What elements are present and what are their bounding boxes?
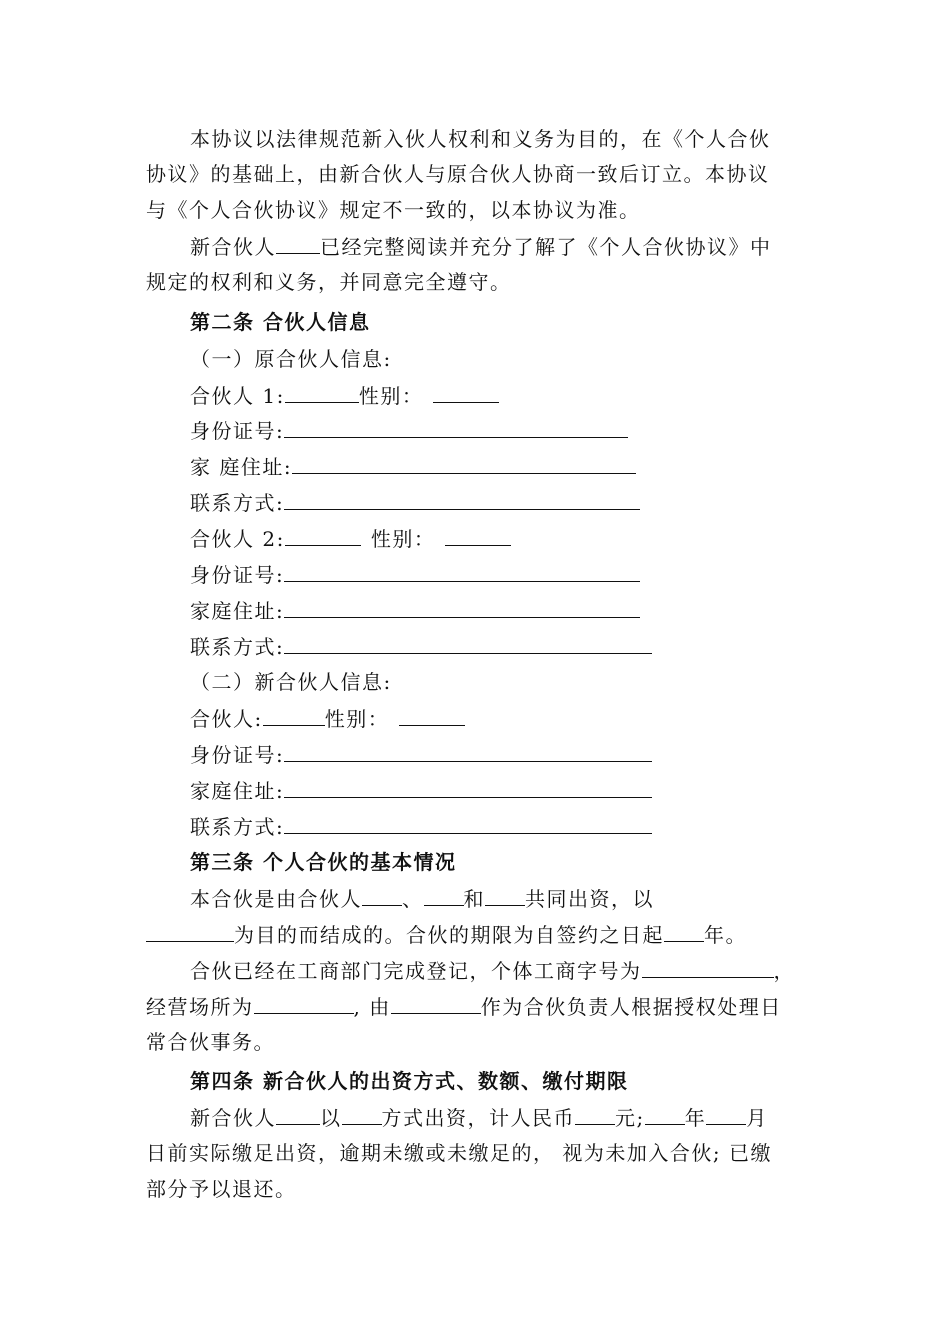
partner-1-row: [190, 382, 499, 409]
article-4-title-text: 第四条 新合伙人的出资方式、数额、缴付期限: [190, 1069, 629, 1093]
intro-text-3: 与《个人合伙协议》规定不一致的，以本协议为准。: [146, 198, 641, 222]
article-3-line-3: [190, 957, 795, 984]
new-partner-id-blank[interactable]: [284, 741, 652, 762]
partner-1-label: 合伙人 1:: [190, 384, 285, 408]
article-3-text-4c: 作为合伙负责人根据授权处理日: [480, 995, 782, 1019]
responsible-person-blank[interactable]: [391, 993, 481, 1014]
article-4-line-3: [146, 1176, 297, 1202]
article-3-line-4: [146, 993, 782, 1020]
article-2-title: [190, 309, 370, 335]
article-3-title-text: 第三条 个人合伙的基本情况: [190, 850, 457, 874]
original-partners-header-text: （一）原合伙人信息:: [190, 347, 392, 371]
article-3-text-5: 常合伙事务。: [146, 1030, 275, 1054]
partner-1-contact-row: [190, 489, 640, 516]
new-partner-gender-blank[interactable]: [399, 705, 465, 726]
partner-1-gender-label: 性别：: [358, 384, 424, 408]
purpose-blank[interactable]: [146, 921, 234, 942]
new-partner-label: 合伙人:: [190, 707, 263, 731]
article-4-text-1c: 方式出资，计人民币: [381, 1106, 575, 1130]
new-partner-blank[interactable]: [276, 1104, 320, 1125]
article-3-line-2: [146, 921, 747, 948]
article-3-title: [190, 849, 456, 875]
partner-1-address-label: 家 庭住址:: [190, 455, 293, 479]
partner-2-address-label: 家庭住址:: [190, 599, 285, 623]
intro-line-1: [190, 126, 771, 152]
new-partner-row: [190, 705, 465, 732]
article-3-text-2b: 年。: [704, 923, 747, 947]
business-location-blank[interactable]: [254, 993, 354, 1014]
article-4-title: [190, 1068, 628, 1094]
partner-1-name-blank[interactable]: [285, 382, 359, 403]
intro-line-5: [146, 269, 512, 295]
partner-c-blank[interactable]: [485, 885, 525, 906]
article-3-line-1: [190, 885, 654, 912]
partner-1-contact-label: 联系方式:: [190, 491, 285, 515]
article-4-line-1: [190, 1104, 768, 1131]
partner-1-id-blank[interactable]: [284, 417, 628, 438]
article-3-text-1b: 、: [402, 887, 424, 911]
article-4-text-1e: 年: [684, 1106, 707, 1130]
year-blank[interactable]: [645, 1104, 685, 1125]
new-partner-gender-label: 性别：: [324, 707, 390, 731]
new-partner-contact-label: 联系方式:: [190, 815, 285, 839]
partner-1-contact-blank[interactable]: [284, 489, 640, 510]
new-partner-id-row: [190, 741, 652, 768]
article-3-text-1c: 和: [463, 887, 485, 911]
new-partner-contact-blank[interactable]: [284, 813, 652, 834]
partner-2-label: 合伙人 2:: [190, 527, 285, 551]
partner-2-contact-blank[interactable]: [284, 633, 652, 654]
article-2-title-text: 第二条 合伙人信息: [190, 310, 371, 334]
partner-2-gender-blank[interactable]: [445, 525, 511, 546]
article-4-text-2: 日前实际缴足出资，逾期未缴或未缴足的， 视为未加入合伙; 已缴: [146, 1141, 772, 1165]
article-4-text-1a: 新合伙人: [190, 1106, 276, 1130]
partner-a-blank[interactable]: [362, 885, 402, 906]
article-3-text-3b: ，: [773, 959, 795, 983]
new-partner-address-label: 家庭住址:: [190, 779, 285, 803]
article-4-line-2: [146, 1140, 772, 1166]
article-3-text-1a: 本合伙是由合伙人: [190, 887, 362, 911]
new-partner-contact-row: [190, 813, 652, 840]
partner-1-id-label: 身份证号:: [190, 419, 285, 443]
intro-text-2: 协议》的基础上，由新合伙人与原合伙人协商一致后订立。本协议: [146, 162, 770, 186]
contribution-method-blank[interactable]: [342, 1104, 382, 1125]
partner-2-id-row: [190, 561, 640, 588]
article-3-text-3a: 合伙已经在工商部门完成登记，个体工商字号为: [190, 959, 642, 983]
partner-2-row: [190, 525, 511, 552]
new-partner-address-row: [190, 777, 652, 804]
article-3-text-2a: 为目的而结成的。合伙的期限为自签约之日起: [234, 923, 664, 947]
partner-2-id-label: 身份证号:: [190, 563, 285, 587]
partner-2-id-blank[interactable]: [284, 561, 640, 582]
intro-text-4b: 已经完整阅读并充分了解了《个人合伙协议》中: [320, 235, 772, 259]
partner-b-blank[interactable]: [424, 885, 464, 906]
partner-1-gender-blank[interactable]: [433, 382, 499, 403]
business-name-blank[interactable]: [642, 957, 774, 978]
new-partner-name-blank[interactable]: [276, 233, 320, 254]
article-3-text-4a: 经营场所为: [146, 995, 254, 1019]
new-partner-id-label: 身份证号:: [190, 743, 285, 767]
partner-2-gender-label: 性别：: [370, 527, 436, 551]
article-4-text-1b: 以: [320, 1106, 342, 1130]
partner-1-id-row: [190, 417, 628, 444]
intro-line-3: [146, 197, 641, 223]
partner-1-address-row: [190, 453, 636, 480]
new-partner-address-blank[interactable]: [284, 777, 652, 798]
partner-1-address-blank[interactable]: [292, 453, 636, 474]
article-4-text-1d: 元;: [615, 1106, 645, 1130]
original-partners-header: [190, 346, 392, 372]
intro-text-4a: 新合伙人: [190, 235, 276, 259]
intro-text-1: 本协议以法律规范新入伙人权利和义务为目的，在《个人合伙: [190, 127, 771, 151]
intro-line-2: [146, 161, 770, 187]
article-3-text-1d: 共同出资，以: [525, 887, 654, 911]
intro-text-5: 规定的权利和义务，并同意完全遵守。: [146, 270, 512, 294]
partner-2-name-blank[interactable]: [285, 525, 361, 546]
new-partner-header: [190, 669, 392, 695]
amount-blank[interactable]: [575, 1104, 615, 1125]
month-blank[interactable]: [706, 1104, 746, 1125]
partner-2-contact-row: [190, 633, 652, 660]
new-partner-header-text: （二）新合伙人信息:: [190, 670, 392, 694]
article-3-line-5: [146, 1029, 275, 1055]
article-4-text-3: 部分予以退还。: [146, 1177, 297, 1201]
term-years-blank[interactable]: [664, 921, 704, 942]
article-4-text-1f: 月: [746, 1106, 768, 1130]
article-3-text-4b: , 由: [353, 995, 391, 1019]
partner-2-contact-label: 联系方式:: [190, 635, 285, 659]
new-partner-name-field[interactable]: [263, 705, 325, 726]
partner-2-address-blank[interactable]: [284, 597, 640, 618]
intro-line-4: [190, 233, 772, 260]
partner-2-address-row: [190, 597, 640, 624]
